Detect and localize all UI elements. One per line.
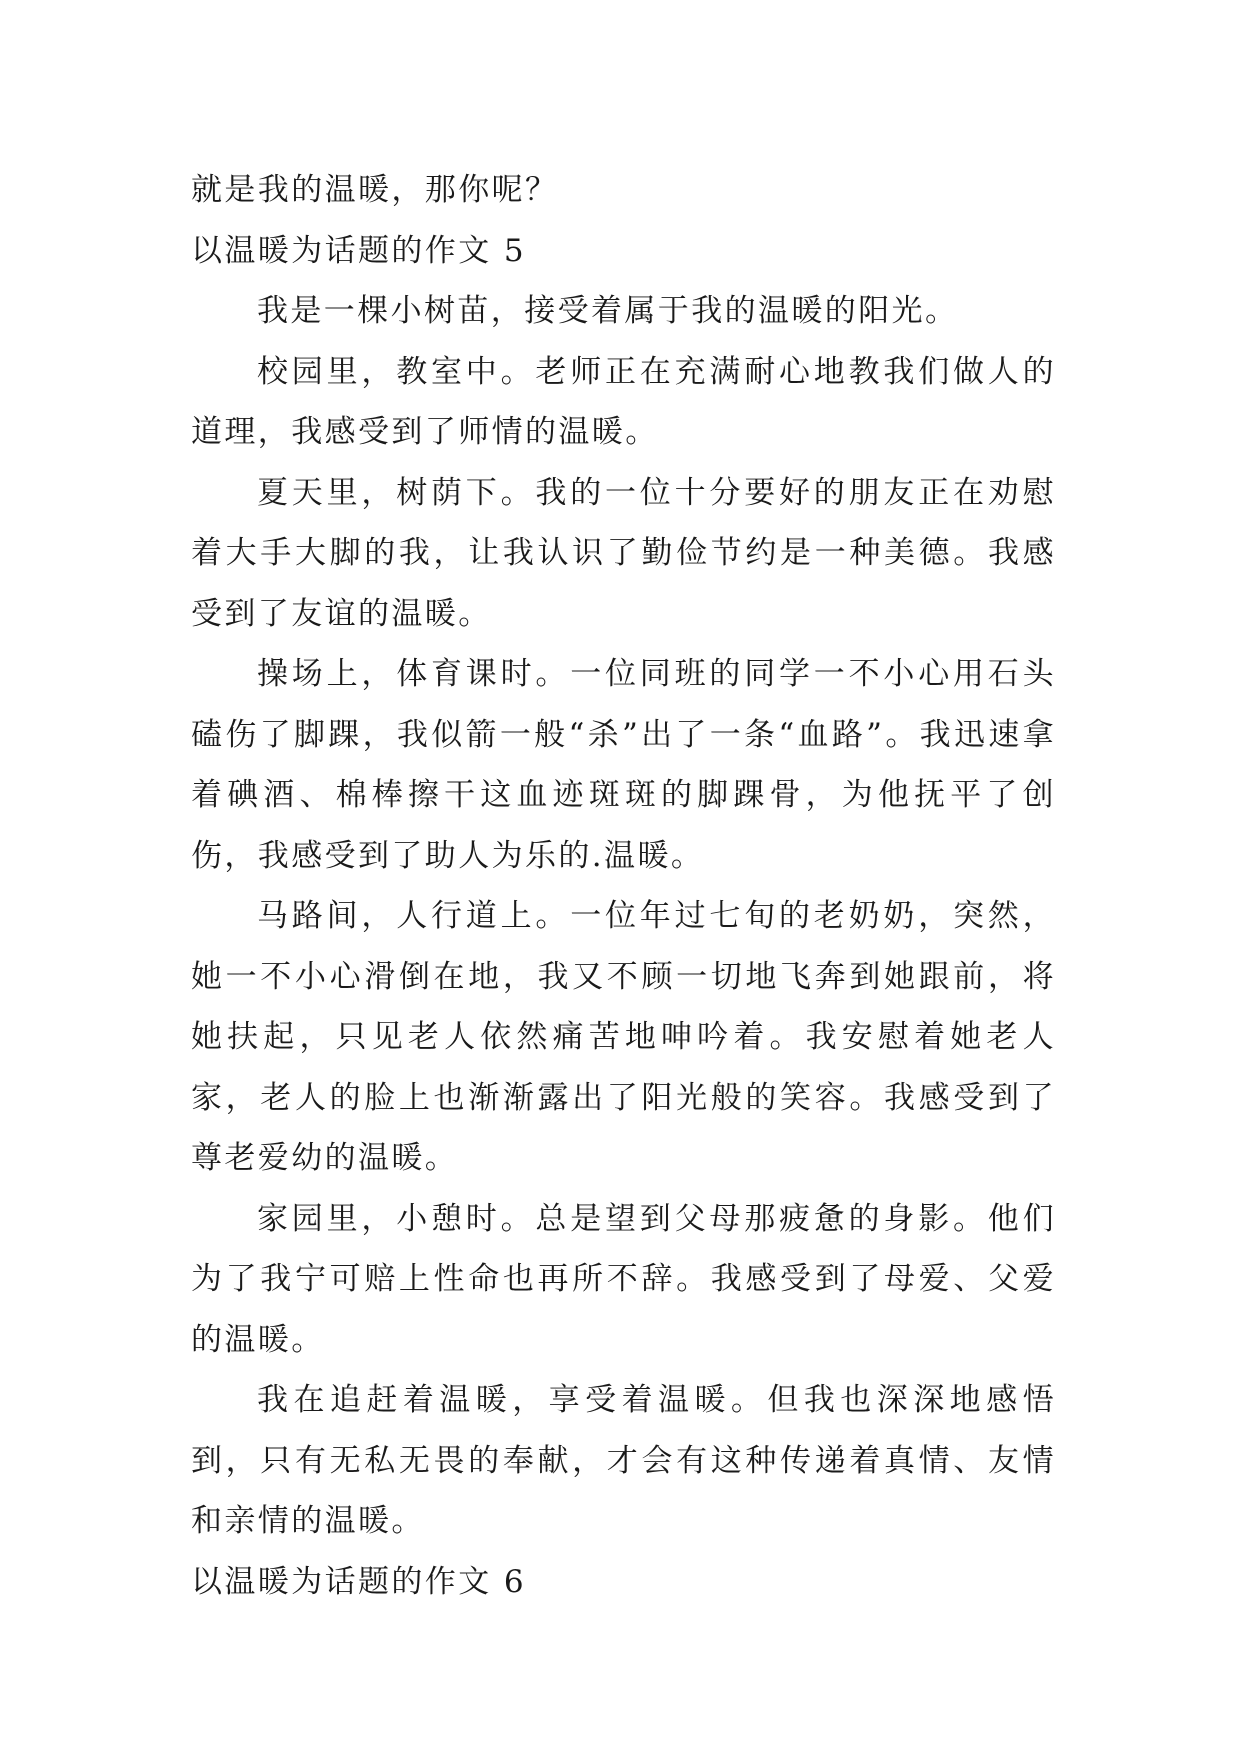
paragraph-7: 我在追赶着温暖，享受着温暖。但我也深深地感悟到，只有无私无畏的奉献，才会有这种传递着真情、友情和亲情的温暖。 [191,1382,1056,1539]
paragraph-4: 操场上，体育课时。一位同班的同学一不小心用石头磕伤了脚踝，我似箭一般“杀”出了一条“血路”。我迅速拿着碘酒、棉棒擦干这血迹斑斑的脚踝骨，为他抚平了创伤，我感受到了助人为乐的.温暖。 [191,656,1056,874]
paragraph-2: 校园里，教室中。老师正在充满耐心地教我们做人的道理，我感受到了师情的温暖。 [191,353,1056,450]
essay-heading-5: 以温暖为话题的作文 5 [191,232,526,269]
document-body [191,160,1056,1612]
paragraph-6: 家园里，小憩时。总是望到父母那疲惫的身影。他们为了我宁可赔上性命也再所不辞。我感受到了母爱、父爱的温暖。 [191,1200,1056,1358]
continuation-line: 就是我的温暖，那你呢？ [191,172,559,208]
essay-heading-6: 以温暖为话题的作文 6 [191,1563,526,1600]
paragraph-3: 夏天里，树荫下。我的一位十分要好的朋友正在劝慰着大手大脚的我，让我认识了勤俭节约是一种美德。我感受到了友谊的温暖。 [191,474,1056,632]
paragraph-1: 我是一棵小树苗，接受着属于我的温暖的阳光。 [257,293,959,329]
paragraph-5: 马路间，人行道上。一位年过七旬的老奶奶，突然，她一不小心滑倒在地，我又不顾一切地飞奔到她跟前，将她扶起，只见老人依然痛苦地呻吟着。我安慰着她老人家，老人的脸上也渐渐露出了阳光般的笑容。我感受到了尊老爱幼的温暖。 [191,898,1056,1176]
